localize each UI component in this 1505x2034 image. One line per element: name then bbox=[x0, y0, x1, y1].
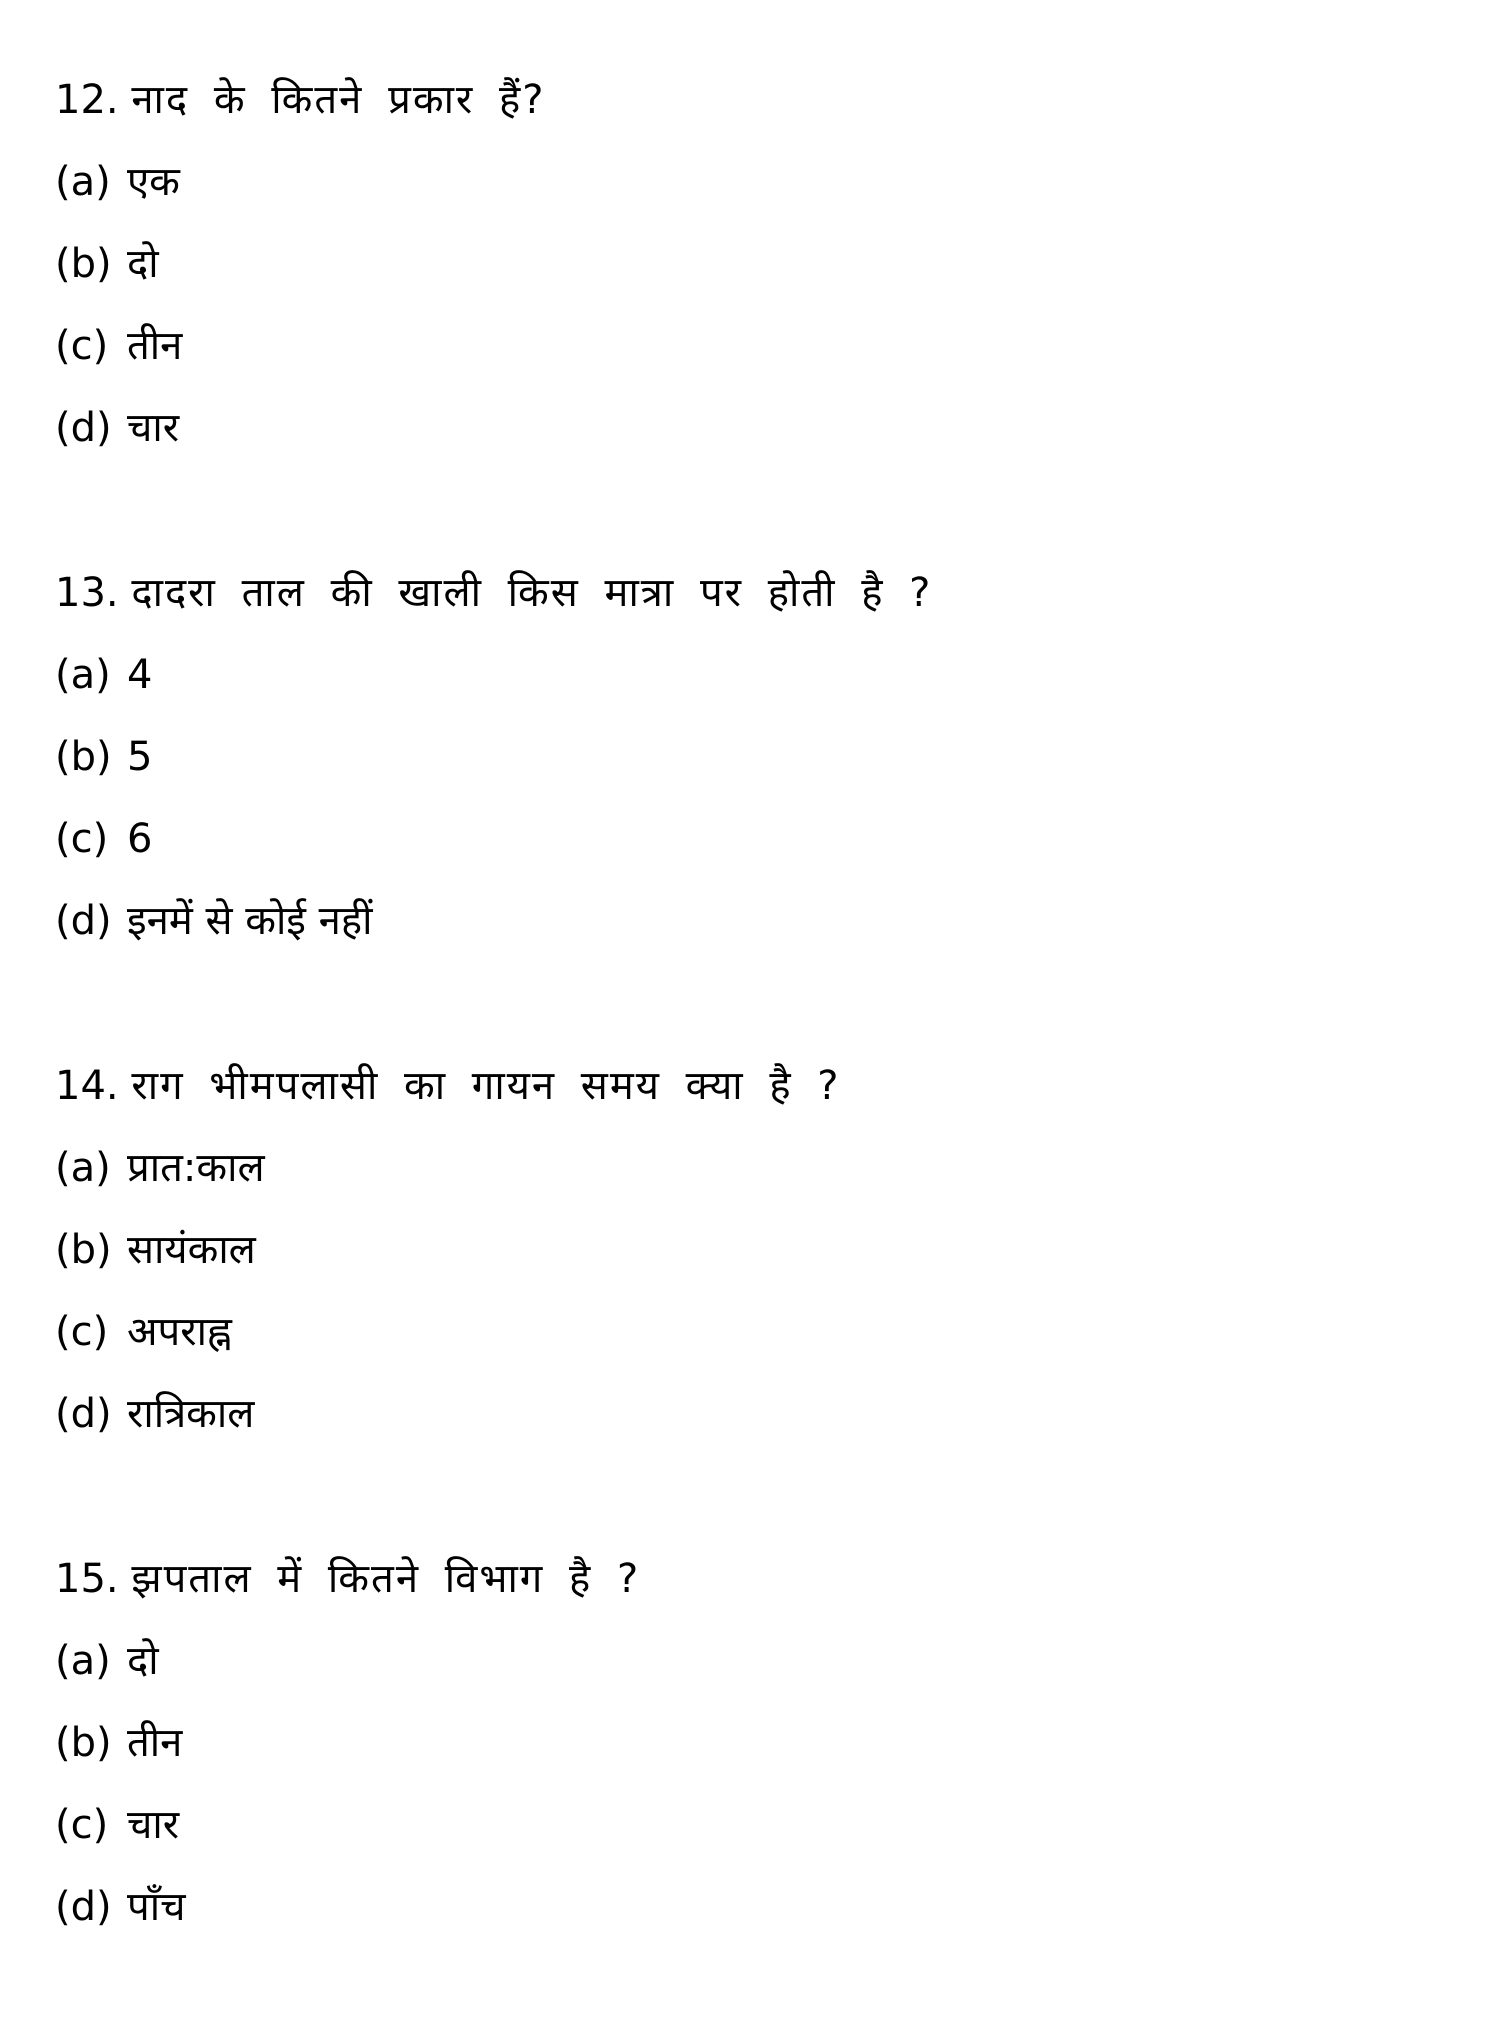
option-b[interactable] bbox=[55, 1220, 256, 1280]
option-text: दो bbox=[127, 1638, 159, 1684]
option-c[interactable] bbox=[55, 1302, 232, 1362]
option-a[interactable] bbox=[55, 1631, 159, 1691]
option-text: 5 bbox=[127, 734, 153, 780]
option-text: चार bbox=[127, 405, 180, 451]
question-number: 13. bbox=[55, 570, 119, 616]
option-text: पाँच bbox=[127, 1884, 186, 1930]
question-number: 14. bbox=[55, 1063, 119, 1109]
option-b[interactable] bbox=[55, 1713, 182, 1773]
option-text: तीन bbox=[127, 323, 183, 369]
option-letter: (d) bbox=[55, 405, 112, 451]
option-text: सायंकाल bbox=[127, 1227, 256, 1273]
option-text: प्रात:काल bbox=[127, 1145, 265, 1191]
option-a[interactable] bbox=[55, 645, 152, 705]
question-number: 12. bbox=[55, 77, 119, 123]
option-text: इनमें से कोई नहीं bbox=[127, 898, 373, 944]
option-text: तीन bbox=[127, 1720, 183, 1766]
option-letter: (a) bbox=[55, 159, 111, 205]
option-letter: (a) bbox=[55, 652, 111, 698]
option-text: अपराह्न bbox=[127, 1309, 232, 1355]
option-c[interactable] bbox=[55, 316, 182, 376]
option-c[interactable] bbox=[55, 1795, 179, 1855]
question-text: राग भीमपलासी का गायन समय क्या है ? bbox=[131, 1063, 841, 1109]
option-letter: (c) bbox=[55, 1309, 109, 1355]
question-text: दादरा ताल की खाली किस मात्रा पर होती है ? bbox=[131, 570, 933, 616]
option-d[interactable] bbox=[55, 1384, 254, 1444]
option-letter: (d) bbox=[55, 1391, 112, 1437]
option-letter: (a) bbox=[55, 1638, 111, 1684]
option-text: रात्रिकाल bbox=[127, 1391, 255, 1437]
option-d[interactable] bbox=[55, 1877, 185, 1937]
option-letter: (d) bbox=[55, 898, 112, 944]
option-letter: (c) bbox=[55, 816, 109, 862]
option-a[interactable] bbox=[55, 152, 180, 212]
question-line bbox=[55, 1549, 640, 1609]
option-b[interactable] bbox=[55, 727, 152, 787]
option-text: 4 bbox=[127, 652, 153, 698]
option-text: 6 bbox=[127, 816, 153, 862]
question-line bbox=[55, 563, 932, 623]
question-text: झपताल में कितने विभाग है ? bbox=[131, 1556, 641, 1602]
option-letter: (c) bbox=[55, 323, 109, 369]
option-letter: (b) bbox=[55, 734, 112, 780]
option-d[interactable] bbox=[55, 891, 372, 951]
option-letter: (b) bbox=[55, 1720, 112, 1766]
option-letter: (b) bbox=[55, 241, 112, 287]
question-text: नाद के कितने प्रकार हैं? bbox=[131, 77, 546, 123]
option-text: एक bbox=[127, 159, 180, 205]
option-letter: (b) bbox=[55, 1227, 112, 1273]
option-letter: (d) bbox=[55, 1884, 112, 1930]
option-letter: (c) bbox=[55, 1802, 109, 1848]
option-b[interactable] bbox=[55, 234, 159, 294]
option-d[interactable] bbox=[55, 398, 179, 458]
option-a[interactable] bbox=[55, 1138, 265, 1198]
option-text: चार bbox=[127, 1802, 180, 1848]
question-number: 15. bbox=[55, 1556, 119, 1602]
option-letter: (a) bbox=[55, 1145, 111, 1191]
option-c[interactable] bbox=[55, 809, 152, 869]
question-line bbox=[55, 1056, 841, 1116]
option-text: दो bbox=[127, 241, 159, 287]
question-line bbox=[55, 70, 545, 130]
